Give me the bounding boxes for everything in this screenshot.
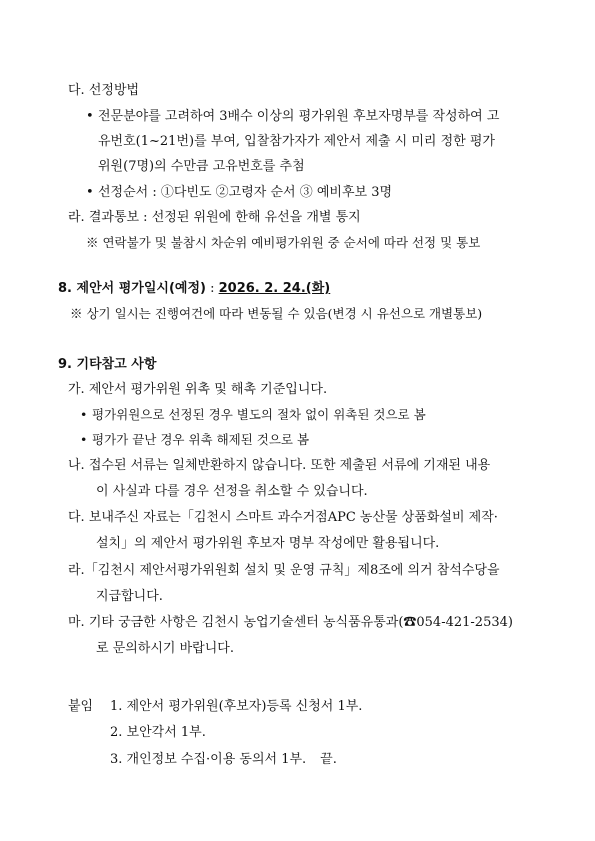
result-notice-note: ※ 연락불가 및 불참시 차순위 예비평가위원 중 순서에 따라 선정 및 통보 [86, 235, 481, 250]
section-9-item-ra: 라.「김천시 제안서평가위원회 설치 및 운영 규칙」제8조에 의거 참석수당을 [68, 563, 500, 578]
section-9-heading: 9. 기타참고 사항 [58, 357, 157, 372]
selection-method-bullet-2 [86, 184, 392, 202]
bullet-text: 평가위원으로 선정된 경우 별도의 절차 없이 위촉된 것으로 봄 [92, 407, 426, 422]
section-9-ga-bullet-2 [80, 431, 309, 449]
result-notice-title: 라. 결과통보 : 선정된 위원에 한해 유선을 개별 통지 [68, 210, 361, 225]
section-9-item-na: 나. 접수된 서류는 일체반환하지 않습니다. 또한 제출된 서류에 기재된 내용 [68, 458, 491, 473]
section-9-item-da-cont: 설치」의 제안서 평가위원 후보자 명부 작성에만 활용됩니다. [96, 536, 440, 551]
end-mark: 끝. [320, 752, 337, 767]
section-9-item-ga: 가. 제안서 평가위원 위촉 및 해촉 기준입니다. [68, 382, 328, 397]
selection-method-bullet-1-cont: 위원(7명)의 수만큼 고유번호를 추첨 [98, 159, 305, 174]
section-9-item-ra-cont: 지급합니다. [96, 589, 163, 604]
bullet-icon: • [86, 185, 94, 200]
attachment-item-2: 2. 보안각서 1부. [110, 725, 206, 740]
section-8-note: ※ 상기 일시는 진행여건에 따라 변동될 수 있음(변경 시 유선으로 개별통보) [70, 306, 483, 321]
section-9-item-ma: 마. 기타 궁금한 사항은 김천시 농업기술센터 농식품유통과(☎054-421-2534) [68, 615, 513, 630]
selection-method-bullet-1-cont: 유번호(1~21번)를 부여, 입찰참가자가 제안서 제출 시 미리 정한 평가 [98, 134, 495, 149]
bullet-text: 전문분야를 고려하여 3배수 이상의 평가위원 후보자명부를 작성하여 고 [98, 109, 500, 124]
section-9-item-ma-cont: 로 문의하시기 바랍니다. [96, 641, 234, 656]
bullet-text: 평가가 끝난 경우 위촉 해제된 것으로 봄 [92, 432, 310, 447]
section-8-title: 8. 제안서 평가일시(예정) [58, 281, 206, 296]
selection-method-bullet-1 [86, 108, 499, 126]
bullet-icon: • [80, 407, 88, 422]
selection-method-title: 다. 선정방법 [68, 83, 140, 98]
section-9-ga-bullet-1 [80, 406, 426, 424]
section-8-separator: : [205, 281, 219, 296]
section-8-heading [58, 280, 330, 298]
bullet-icon: • [86, 109, 94, 124]
attachment-item-3-text: 3. 개인정보 수집·이용 동의서 1부. [110, 752, 307, 767]
section-9-item-na-cont: 이 사실과 다를 경우 선정을 취소할 수 있습니다. [96, 484, 368, 499]
bullet-icon: • [80, 432, 88, 447]
evaluation-date: 2026. 2. 24.(화) [218, 281, 331, 296]
attachment-item-1: 1. 제안서 평가위원(후보자)등록 신청서 1부. [110, 699, 363, 714]
bullet-text: 선정순서 : ①다빈도 ②고령자 순서 ③ 예비후보 3명 [98, 185, 393, 200]
attachment-item-3 [110, 751, 337, 769]
section-9-item-da: 다. 보내주신 자료는「김천시 스마트 과수거점APC 농산물 상품화설비 제작· [68, 510, 498, 525]
attachments-label: 붙임 [68, 699, 94, 714]
